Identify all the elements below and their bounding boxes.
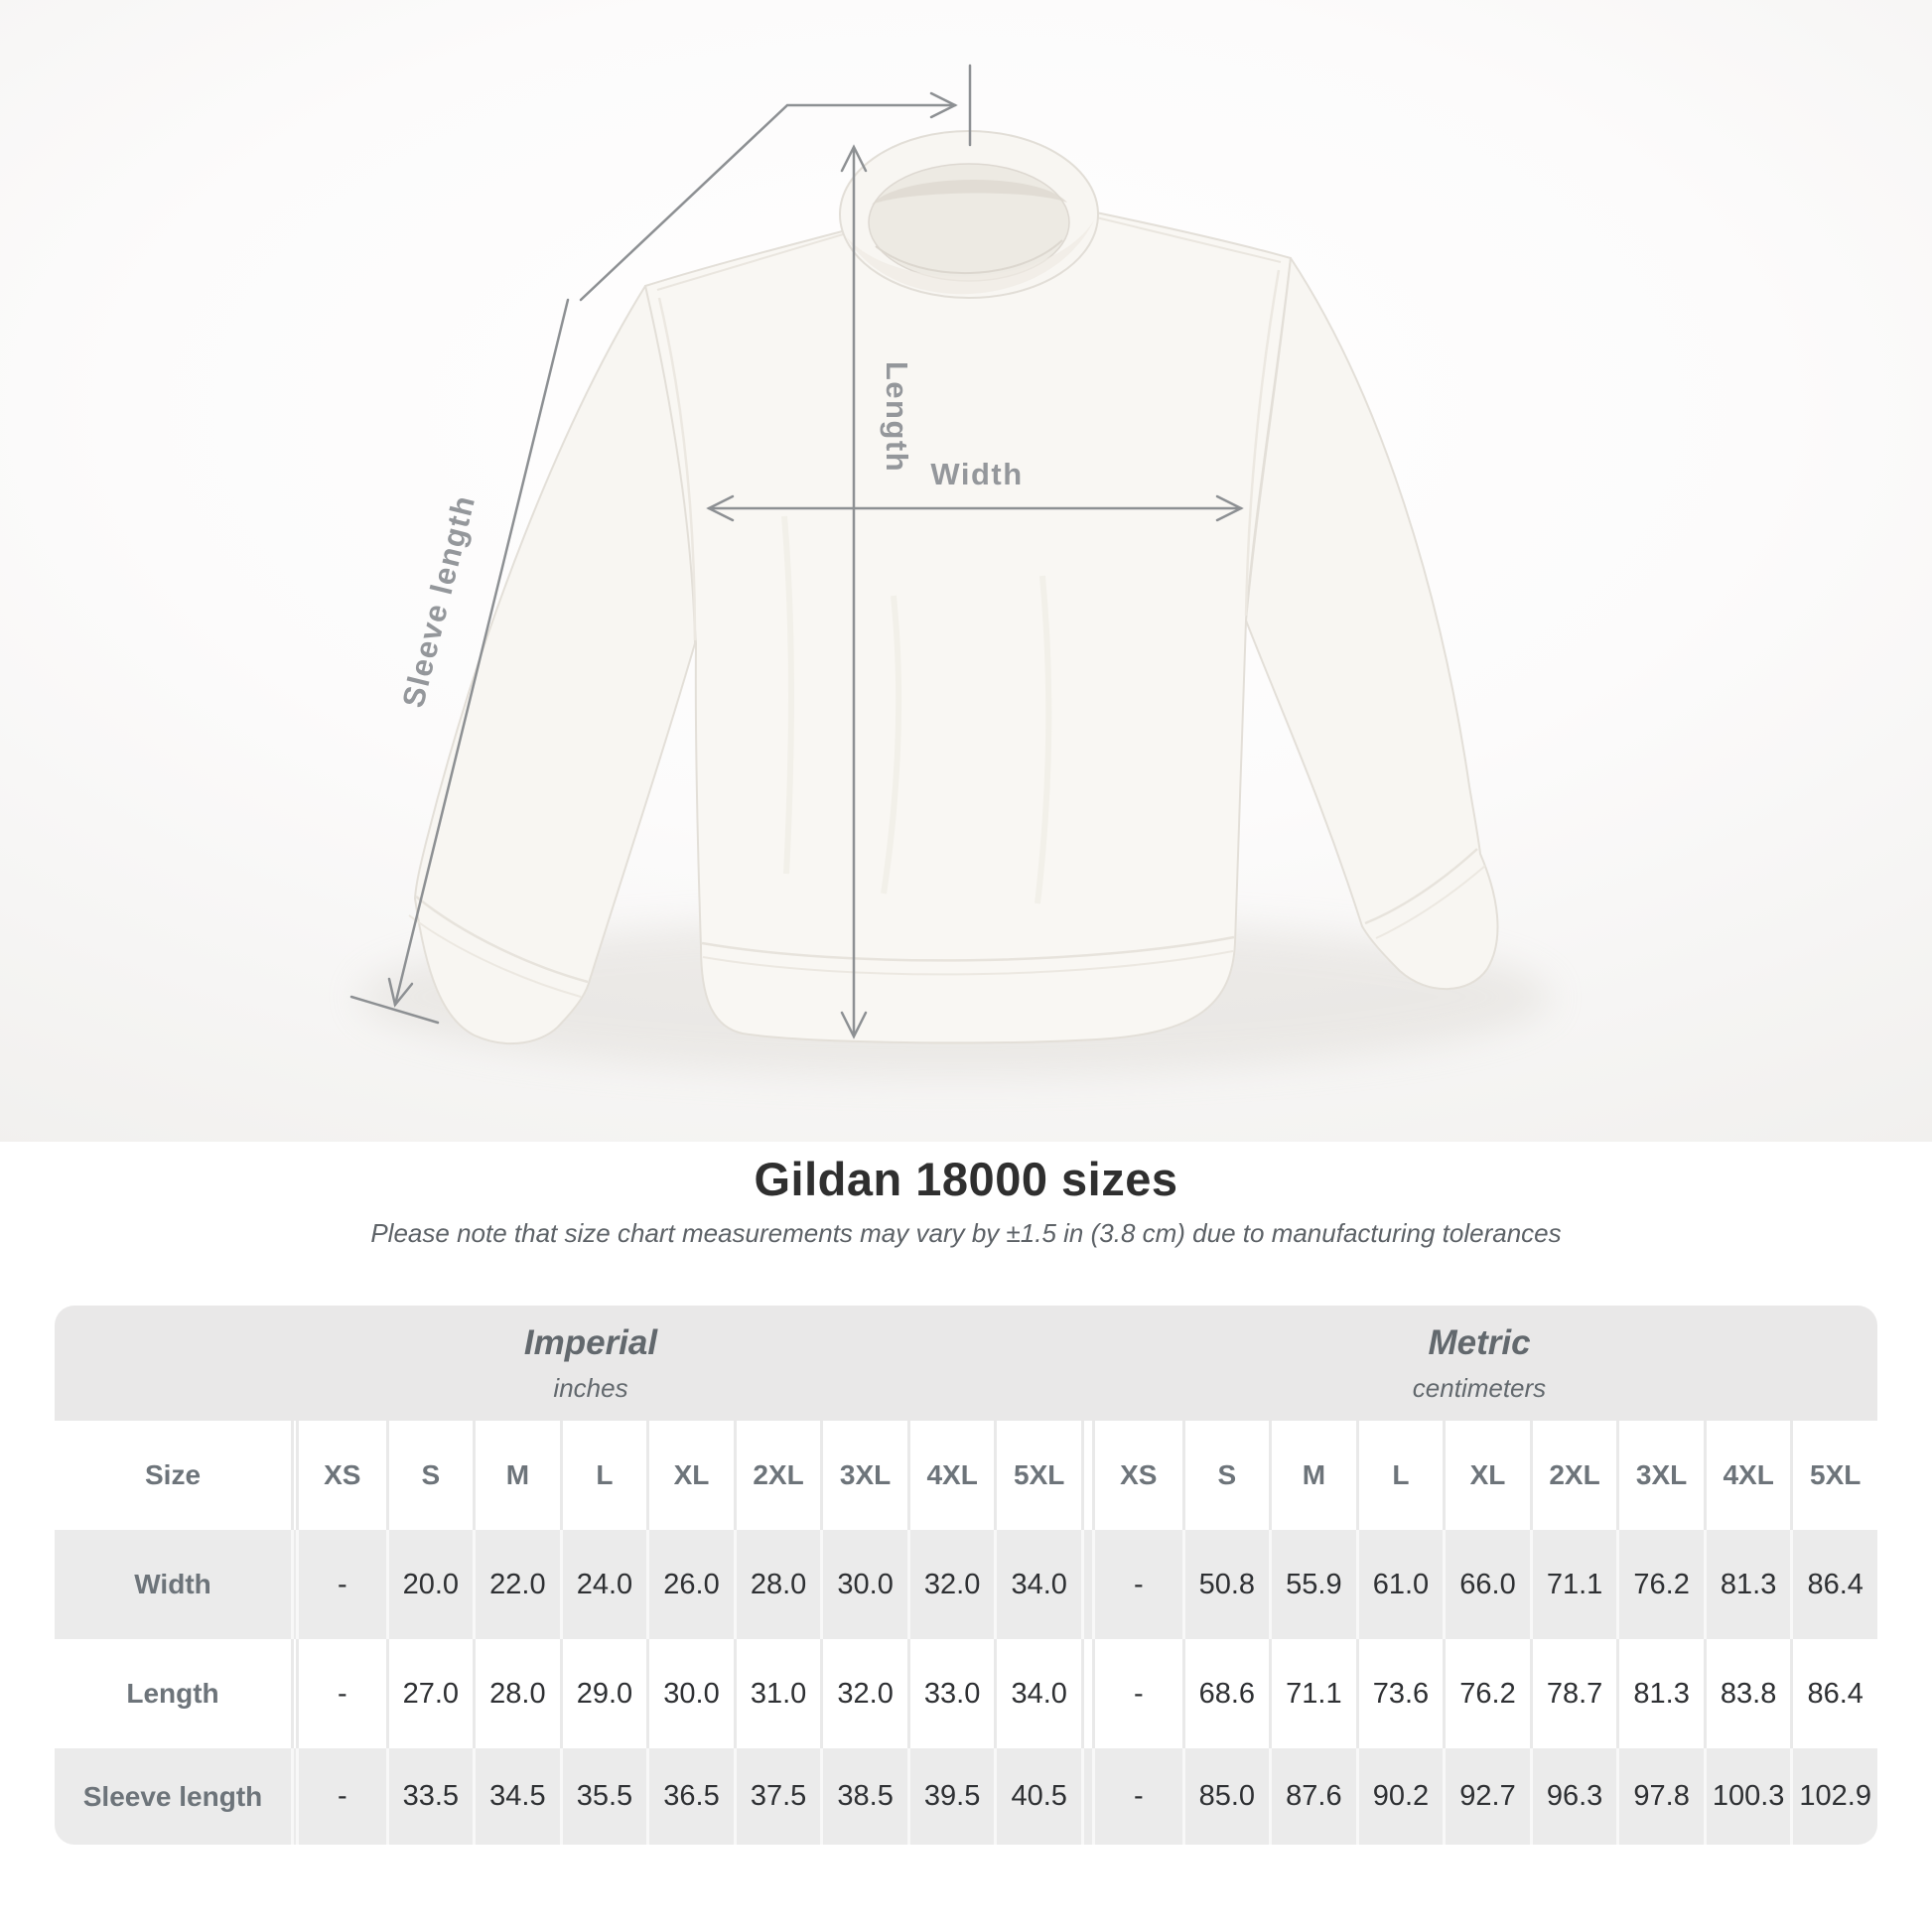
table-row-sleeve-length	[55, 1748, 1877, 1845]
sweatshirt-right-sleeve	[1246, 258, 1497, 989]
row-label: Length	[126, 1678, 219, 1709]
value-cell: 92.7	[1443, 1748, 1530, 1845]
value-cell: 87.6	[1269, 1748, 1356, 1845]
size-col: XS	[324, 1459, 361, 1490]
value-cell: 40.5	[994, 1748, 1081, 1845]
value-cell: 28.0	[734, 1530, 821, 1639]
column-gap	[291, 1421, 299, 1530]
size-col: XL	[1443, 1421, 1530, 1530]
size-col: XS	[1120, 1459, 1158, 1490]
size-col: 3XL	[1616, 1421, 1704, 1530]
metric-unit: centimeters	[1412, 1372, 1547, 1403]
table-header-band	[55, 1306, 1877, 1421]
value-cell: 32.0	[907, 1530, 995, 1639]
value-cell: 78.7	[1530, 1639, 1617, 1748]
value-cell: 71.1	[1269, 1639, 1356, 1748]
value-cell: 35.5	[560, 1748, 647, 1845]
value-cell: 102.9	[1790, 1748, 1877, 1845]
imperial-header	[55, 1306, 1081, 1421]
column-gap	[291, 1530, 299, 1639]
value-cell: 83.8	[1704, 1639, 1791, 1748]
value-cell: 34.0	[994, 1639, 1081, 1748]
value-cell: 20.0	[386, 1530, 474, 1639]
sweatshirt-body	[645, 212, 1291, 1042]
table-row-sizes	[55, 1421, 1877, 1530]
metric-header	[1081, 1306, 1877, 1421]
size-col: 5XL	[994, 1421, 1081, 1530]
value-cell: 76.2	[1443, 1639, 1530, 1748]
value-cell: 81.3	[1704, 1530, 1791, 1639]
value-cell: 32.0	[820, 1639, 907, 1748]
value-cell: 34.0	[994, 1530, 1081, 1639]
column-gap	[291, 1639, 299, 1748]
value-cell: 24.0	[560, 1530, 647, 1639]
size-col: S	[386, 1421, 474, 1530]
value-cell: 26.0	[646, 1530, 734, 1639]
size-col: XL	[646, 1421, 734, 1530]
width-label: Width	[930, 457, 1024, 491]
value-cell: 38.5	[820, 1748, 907, 1845]
row-label: Width	[134, 1569, 211, 1599]
sleeve-length-label: Sleeve length	[395, 490, 483, 712]
section-gap	[1081, 1748, 1095, 1845]
value-cell: -	[1133, 1677, 1144, 1710]
value-cell: -	[1133, 1568, 1144, 1600]
value-cell: -	[1133, 1780, 1144, 1812]
value-cell: 33.0	[907, 1639, 995, 1748]
section-gap	[1081, 1421, 1095, 1530]
value-cell: 29.0	[560, 1639, 647, 1748]
length-label: Length	[880, 360, 914, 474]
value-cell: 76.2	[1616, 1530, 1704, 1639]
value-cell: 50.8	[1182, 1530, 1270, 1639]
value-cell: 37.5	[734, 1748, 821, 1845]
value-cell: 97.8	[1616, 1748, 1704, 1845]
value-cell: 86.4	[1790, 1530, 1877, 1639]
table-row-length	[55, 1639, 1877, 1748]
value-cell: 31.0	[734, 1639, 821, 1748]
size-col: 3XL	[820, 1421, 907, 1530]
size-col: 2XL	[1530, 1421, 1617, 1530]
sweatshirt-illustration	[409, 131, 1497, 1043]
metric-title: Metric	[1428, 1322, 1531, 1362]
value-cell: 36.5	[646, 1748, 734, 1845]
value-cell: 66.0	[1443, 1530, 1530, 1639]
value-cell: 81.3	[1616, 1639, 1704, 1748]
size-col: S	[1182, 1421, 1270, 1530]
value-cell: 34.5	[473, 1748, 560, 1845]
value-cell: 96.3	[1530, 1748, 1617, 1845]
tolerance-note: Please note that size chart measurements may vary by ±1.5 in (3.8 cm) due to manufacturing tolerances	[370, 1218, 1562, 1248]
value-cell: -	[337, 1780, 347, 1812]
value-cell: 30.0	[646, 1639, 734, 1748]
size-col: L	[560, 1421, 647, 1530]
value-cell: 39.5	[907, 1748, 995, 1845]
table-row-width	[55, 1530, 1877, 1639]
value-cell: 61.0	[1356, 1530, 1444, 1639]
value-cell: 85.0	[1182, 1748, 1270, 1845]
section-gap	[1081, 1530, 1095, 1639]
value-cell: 28.0	[473, 1639, 560, 1748]
column-gap	[291, 1748, 299, 1845]
value-cell: -	[337, 1677, 347, 1710]
value-cell: 55.9	[1269, 1530, 1356, 1639]
value-cell: 22.0	[473, 1530, 560, 1639]
value-cell: 68.6	[1182, 1639, 1270, 1748]
size-col: 5XL	[1790, 1421, 1877, 1530]
value-cell: 73.6	[1356, 1639, 1444, 1748]
page-title: Gildan 18000 sizes	[754, 1153, 1178, 1205]
size-col: 2XL	[734, 1421, 821, 1530]
size-col: L	[1356, 1421, 1444, 1530]
size-chart-table	[55, 1306, 1877, 1845]
value-cell: -	[337, 1568, 347, 1600]
value-cell: 86.4	[1790, 1639, 1877, 1748]
value-cell: 71.1	[1530, 1530, 1617, 1639]
value-cell: 33.5	[386, 1748, 474, 1845]
imperial-unit: inches	[553, 1372, 628, 1403]
imperial-title: Imperial	[523, 1322, 658, 1362]
section-gap	[1081, 1639, 1095, 1748]
size-col: 4XL	[1704, 1421, 1791, 1530]
size-col: 4XL	[907, 1421, 995, 1530]
size-corner-header: Size	[144, 1459, 202, 1490]
size-col: M	[473, 1421, 560, 1530]
value-cell: 90.2	[1356, 1748, 1444, 1845]
value-cell: 30.0	[820, 1530, 907, 1639]
row-label: Sleeve length	[82, 1780, 263, 1812]
title-block	[0, 1152, 1932, 1249]
size-col: M	[1269, 1421, 1356, 1530]
value-cell: 100.3	[1704, 1748, 1791, 1845]
value-cell: 27.0	[386, 1639, 474, 1748]
